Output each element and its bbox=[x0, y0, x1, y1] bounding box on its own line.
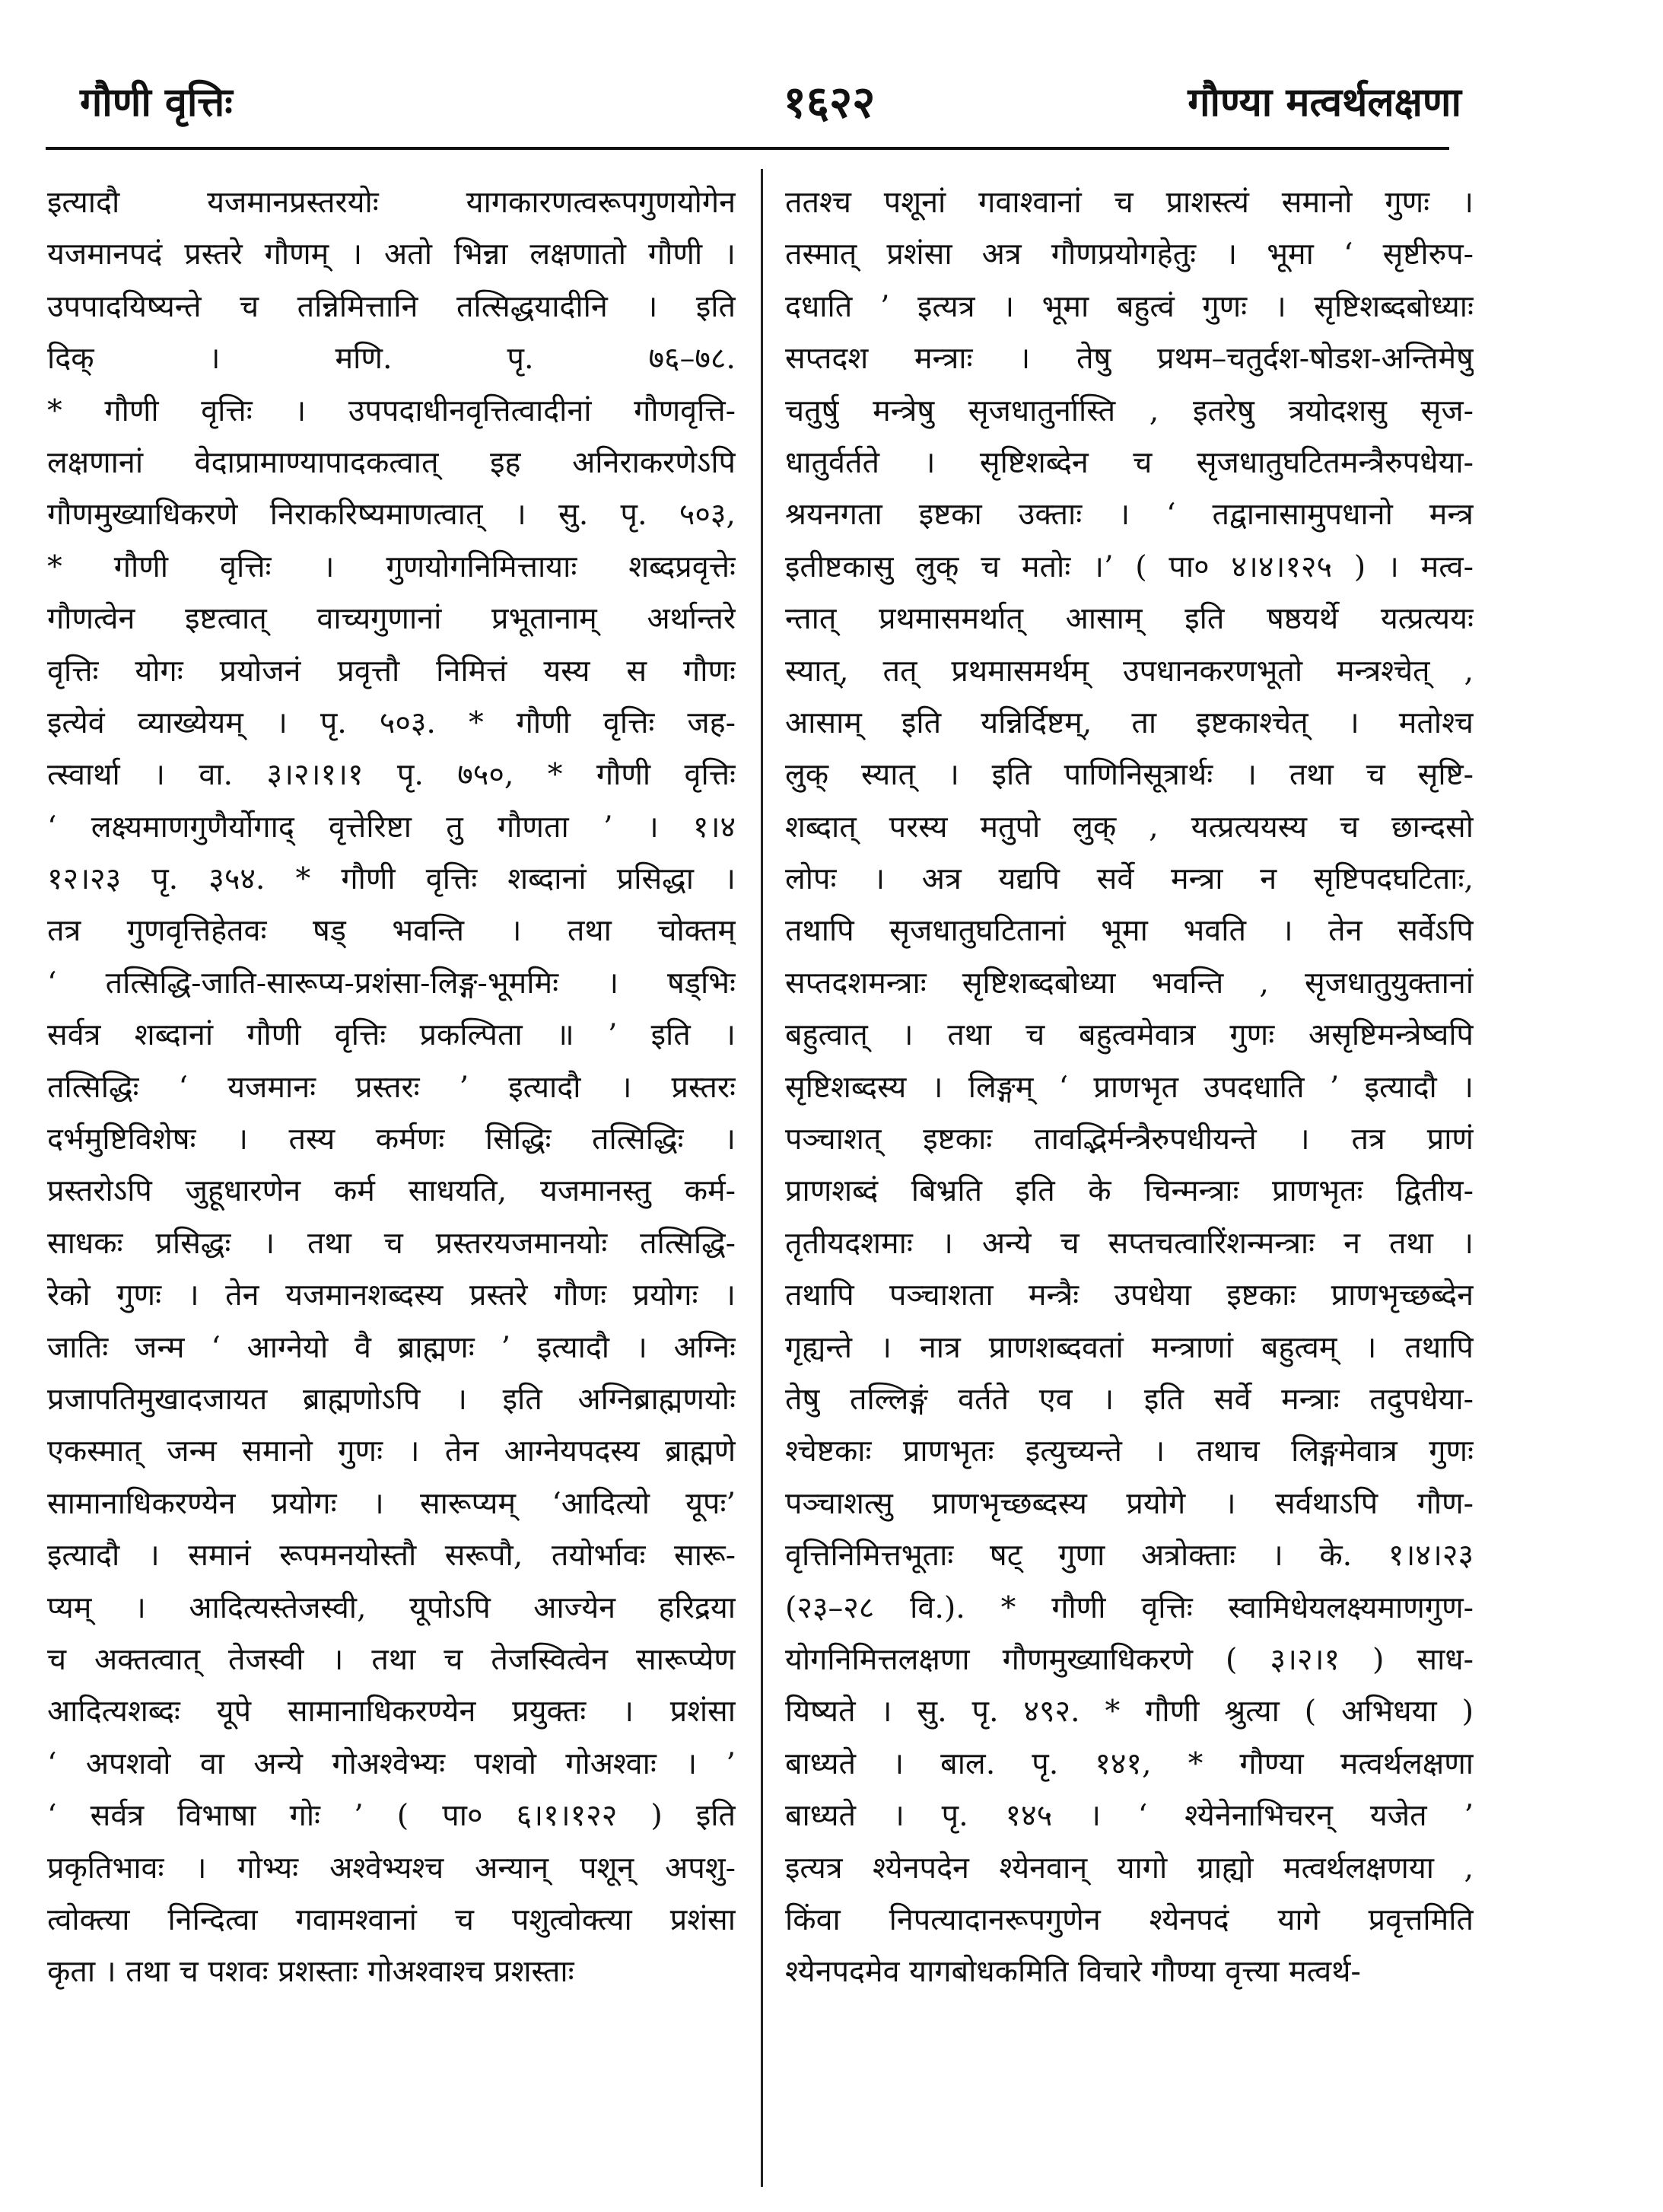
left-column-text-line: १२।२३ पृ. ३५४. * गौणी वृत्तिः शब्दानां प्रसिद्धा । bbox=[47, 861, 736, 897]
left-column-text-line: इत्येवं व्याख्येयम् । पृ. ५०३. * गौणी वृत्तिः जह- bbox=[47, 705, 736, 740]
right-column-text-line: श्चेष्टकाः प्राणभृतः इत्युच्यन्ते । तथाच लिङ्गमेवात्र गुणः bbox=[785, 1434, 1474, 1469]
left-column-text-line: त्स्वार्था । वा. ३।२।१।१ पृ. ७५०, * गौणी वृत्तिः bbox=[47, 757, 736, 793]
right-column-text-line: तेषु तल्लिङ्गं वर्तते एव । इति सर्वे मन्त्राः तदुपधेया- bbox=[785, 1381, 1474, 1417]
right-column-text-line: आसाम् इति यन्निर्दिष्टम्, ता इष्टकाश्चेत् । मतोश्च bbox=[785, 705, 1474, 740]
right-column-text-line: लोपः । अत्र यद्यपि सर्वे मन्त्रा न सृष्टिपदघटिताः, bbox=[785, 861, 1474, 897]
left-column-text-line: दिक् । मणि. पृ. ७६–७८. bbox=[47, 341, 736, 377]
running-head-left: गौणी वृत्तिः bbox=[80, 80, 233, 126]
page-number: १६२२ bbox=[783, 76, 876, 128]
left-column-text-line: तत्सिद्धिः ‘ यजमानः प्रस्तरः ’ इत्यादौ । प्रस्तरः bbox=[47, 1069, 736, 1105]
left-column-text-line: उपपादयिष्यन्ते च तन्निमित्तानि तत्सिद्धयादीनि । इति bbox=[47, 288, 736, 324]
left-column-text-line: यजमानपदं प्रस्तरे गौणम् । अतो भिन्ना लक्षणातो गौणी । bbox=[47, 237, 736, 272]
column-divider bbox=[761, 169, 763, 2187]
right-column-text-line: सप्तदशमन्त्राः सृष्टिशब्दबोध्या भवन्ति , सृजधातुयुक्तानां bbox=[785, 965, 1474, 1001]
left-column-text-line: साधकः प्रसिद्धः । तथा च प्रस्तरयजमानयोः तत्सिद्धि- bbox=[47, 1225, 736, 1261]
right-column-text-line: ततश्च पशूनां गवाश्वानां च प्राशस्त्यं समानो गुणः । bbox=[785, 185, 1474, 220]
left-column-text-line: आदित्यशब्दः यूपे सामानाधिकरण्येन प्रयुक्तः । प्रशंसा bbox=[47, 1694, 736, 1730]
left-column-text-line: प्रस्तरोऽपि जुहूधारणेन कर्म साधयति, यजमानस्तु कर्म- bbox=[47, 1173, 736, 1209]
right-column-text-line: पञ्चाशत्सु प्राणभृच्छब्दस्य प्रयोगे । सर्वथाऽपि गौण- bbox=[785, 1485, 1474, 1521]
right-column-text-line: लुक् स्यात् । इति पाणिनिसूत्रार्थः । तथा च सृष्टि- bbox=[785, 757, 1474, 793]
left-column-text-line: ‘ अपशवो वा अन्ये गोअश्वेभ्यः पशवो गोअश्वाः । ’ bbox=[47, 1746, 736, 1781]
right-column-text-line: तथापि सृजधातुघटितानां भूमा भवति । तेन सर्वेऽपि bbox=[785, 913, 1474, 949]
left-column-text-line: ‘ सर्वत्र विभाषा गोः ’ ( पा० ६।१।१२२ ) इति bbox=[47, 1798, 736, 1834]
right-column-text-line: तृतीयदशमाः । अन्ये च सप्तचत्वारिंशन्मन्त्राः न तथा । bbox=[785, 1225, 1474, 1261]
left-column-text-line: लक्षणानां वेदाप्रामाण्यापादकत्वात् इह अनिराकरणेऽपि bbox=[47, 444, 736, 480]
left-column-text-line: गौणत्वेन इष्टत्वात् वाच्यगुणानां प्रभूतानाम् अर्थान्तरे bbox=[47, 601, 736, 637]
page-header bbox=[0, 0, 1663, 152]
header-rule bbox=[46, 147, 1449, 150]
left-column-text-line: रेको गुणः । तेन यजमानशब्दस्य प्रस्तरे गौणः प्रयोगः । bbox=[47, 1278, 736, 1313]
right-column-text-line: सृष्टिशब्दस्य । लिङ्गम् ‘ प्राणभृत उपदधाति ’ इत्यादौ । bbox=[785, 1069, 1474, 1105]
right-column-text-line: इतीष्टकासु लुक् च मतोः ।’ ( पा० ४।४।१२५ ) । मत्व- bbox=[785, 549, 1474, 584]
left-column-text-line: तत्र गुणवृत्तिहेतवः षड् भवन्ति । तथा चोक्तम् bbox=[47, 913, 736, 949]
left-column-text-line: इत्यादौ । समानं रूपमनयोस्तौ सरूपौ, तयोर्भावः सारू- bbox=[47, 1538, 736, 1574]
right-column-text-line: बाध्यते । पृ. १४५ । ‘ श्येनेनाभिचरन् यजेत ’ bbox=[785, 1798, 1474, 1834]
left-column-text-line: दर्भमुष्टिविशेषः । तस्य कर्मणः सिद्धिः तत्सिद्धिः । bbox=[47, 1122, 736, 1157]
right-column-text-line: श्येनपदमेव यागबोधकमिति विचारे गौण्या वृत्त्या मत्वर्थ- bbox=[785, 1954, 1361, 1990]
left-column-text-line: कृता । तथा च पशवः प्रशस्ताः गोअश्वाश्च प्रशस्ताः bbox=[47, 1954, 574, 1990]
left-column-text-line: ‘ तत्सिद्धि-जाति-सारूप्य-प्रशंसा-लिङ्ग-भूममिः । षड्भिः bbox=[47, 965, 736, 1001]
right-column-text-line: यिष्यते । सु. पृ. ४९२. * गौणी श्रुत्या ( अभिधया ) bbox=[785, 1694, 1474, 1730]
right-column-text-line: इत्यत्र श्येनपदेन श्येनवान् यागो ग्राह्यो मत्वर्थलक्षणया , bbox=[785, 1850, 1474, 1886]
right-column-text-line: तस्मात् प्रशंसा अत्र गौणप्रयोगहेतुः । भूमा ‘ सृष्टीरुप- bbox=[785, 237, 1474, 272]
running-head-right: गौण्या मत्वर्थलक्षणा bbox=[1188, 80, 1461, 126]
left-column-text-line: प्रकृतिभावः । गोभ्यः अश्वेभ्यश्च अन्यान् पशून् अपशु- bbox=[47, 1850, 736, 1886]
right-column-text-line: (२३–२८ वि.). * गौणी वृत्तिः स्वामिधेयलक्ष्यमाणगुण- bbox=[785, 1590, 1474, 1625]
left-column-text-line: ‘ लक्ष्यमाणगुणैर्योगाद् वृत्तेरिष्टा तु गौणता ’ । १।४ bbox=[47, 809, 736, 845]
right-column-text-line: चतुर्षु मन्त्रेषु सृजधातुर्नास्ति , इतरेषु त्रयोदशसु सृज- bbox=[785, 393, 1474, 428]
right-column-text-line: प्राणशब्दं बिभ्रति इति के चिन्मन्त्राः प्राणभृतः द्वितीय- bbox=[785, 1173, 1474, 1209]
right-column-text-line: योगनिमित्तलक्षणा गौणमुख्याधिकरणे ( ३।२।१ ) साध- bbox=[785, 1641, 1474, 1677]
left-column-text-line: प्यम् । आदित्यस्तेजस्वी, यूपोऽपि आज्येन हरिद्रया bbox=[47, 1590, 736, 1625]
left-column-text-line: * गौणी वृत्तिः । गुणयोगनिमित्तायाः शब्दप्रवृत्तेः bbox=[47, 549, 736, 584]
right-column-text-line: बाध्यते । बाल. पृ. १४१, * गौण्या मत्वर्थलक्षणा bbox=[785, 1746, 1474, 1781]
left-column-text-line: प्रजापतिमुखादजायत ब्राह्मणोऽपि । इति अग्निब्राह्मणयोः bbox=[47, 1381, 736, 1417]
right-column-text-line: धातुर्वर्तते । सृष्टिशब्देन च सृजधातुघटितमन्त्रैरुपधेया- bbox=[785, 444, 1474, 480]
right-column-text-line: दधाति ’ इत्यत्र । भूमा बहुत्वं गुणः । सृष्टिशब्दबोध्याः bbox=[785, 288, 1474, 324]
left-column-text-line: * गौणी वृत्तिः । उपपदाधीनवृत्तित्वादीनां गौणवृत्ति- bbox=[47, 393, 736, 428]
right-column-text-line: पञ्चाशत् इष्टकाः तावद्भिर्मन्त्रैरुपधीयन्ते । तत्र प्राणं bbox=[785, 1122, 1474, 1157]
right-column-text-line: तथापि पञ्चाशता मन्त्रैः उपधेया इष्टकाः प्राणभृच्छब्देन bbox=[785, 1278, 1474, 1313]
right-column-text-line: न्तात् प्रथमासमर्थात् आसाम् इति षष्ठयर्थे यत्प्रत्ययः bbox=[785, 601, 1474, 637]
right-column-text-line: सप्तदश मन्त्राः । तेषु प्रथम–चतुर्दश-षोडश-अन्तिमेषु bbox=[785, 341, 1474, 377]
right-column-text-line: श्रयनगता इष्टका उक्ताः । ‘ तद्वानासामुपधानो मन्त्र bbox=[785, 497, 1474, 533]
right-column-text-line: स्यात्, तत् प्रथमासमर्थम् उपधानकरणभूतो मन्त्रश्चेत् , bbox=[785, 653, 1474, 689]
right-column-text-line: शब्दात् परस्य मतुपो लुक् , यत्प्रत्ययस्य च छान्दसो bbox=[785, 809, 1474, 845]
right-column-text-line: गृह्यन्ते । नात्र प्राणशब्दवतां मन्त्राणां बहुत्वम् । तथापि bbox=[785, 1329, 1474, 1365]
left-column-text-line: सामानाधिकरण्येन प्रयोगः । सारूप्यम् ‘आदित्यो यूपः’ bbox=[47, 1485, 736, 1521]
left-column-text-line: सर्वत्र शब्दानां गौणी वृत्तिः प्रकल्पिता ॥ ’ इति । bbox=[47, 1017, 736, 1053]
left-column-text-line: इत्यादौ यजमानप्रस्तरयोः यागकारणत्वरूपगुणयोगेन bbox=[47, 185, 736, 220]
right-column bbox=[785, 177, 1474, 1998]
right-column-text-line: किंवा निपत्यादानरूपगुणेन श्येनपदं यागे प्रवृत्तमिति bbox=[785, 1902, 1474, 1937]
left-column-text-line: च अक्तत्वात् तेजस्वी । तथा च तेजस्वित्वेन सारूप्येण bbox=[47, 1641, 736, 1677]
left-column-text-line: जातिः जन्म ‘ आग्नेयो वै ब्राह्मणः ’ इत्यादौ । अग्निः bbox=[47, 1329, 736, 1365]
left-column-text-line: वृत्तिः योगः प्रयोजनं प्रवृत्तौ निमित्तं यस्य स गौणः bbox=[47, 653, 736, 689]
right-column-text-line: बहुत्वात् । तथा च बहुत्वमेवात्र गुणः असृष्टिमन्त्रेष्वपि bbox=[785, 1017, 1474, 1053]
left-column bbox=[47, 177, 736, 1998]
left-column-text-line: त्वोक्त्या निन्दित्वा गवामश्वानां च पशुत्वोक्त्या प्रशंसा bbox=[47, 1902, 736, 1937]
left-column-text-line: एकस्मात् जन्म समानो गुणः । तेन आग्नेयपदस्य ब्राह्मणे bbox=[47, 1434, 736, 1469]
left-column-text-line: गौणमुख्याधिकरणे निराकरिष्यमाणत्वात् । सु. पृ. ५०३, bbox=[47, 497, 736, 533]
right-column-text-line: वृत्तिनिमित्तभूताः षट् गुणा अत्रोक्ताः । के. १।४।२३ bbox=[785, 1538, 1474, 1574]
